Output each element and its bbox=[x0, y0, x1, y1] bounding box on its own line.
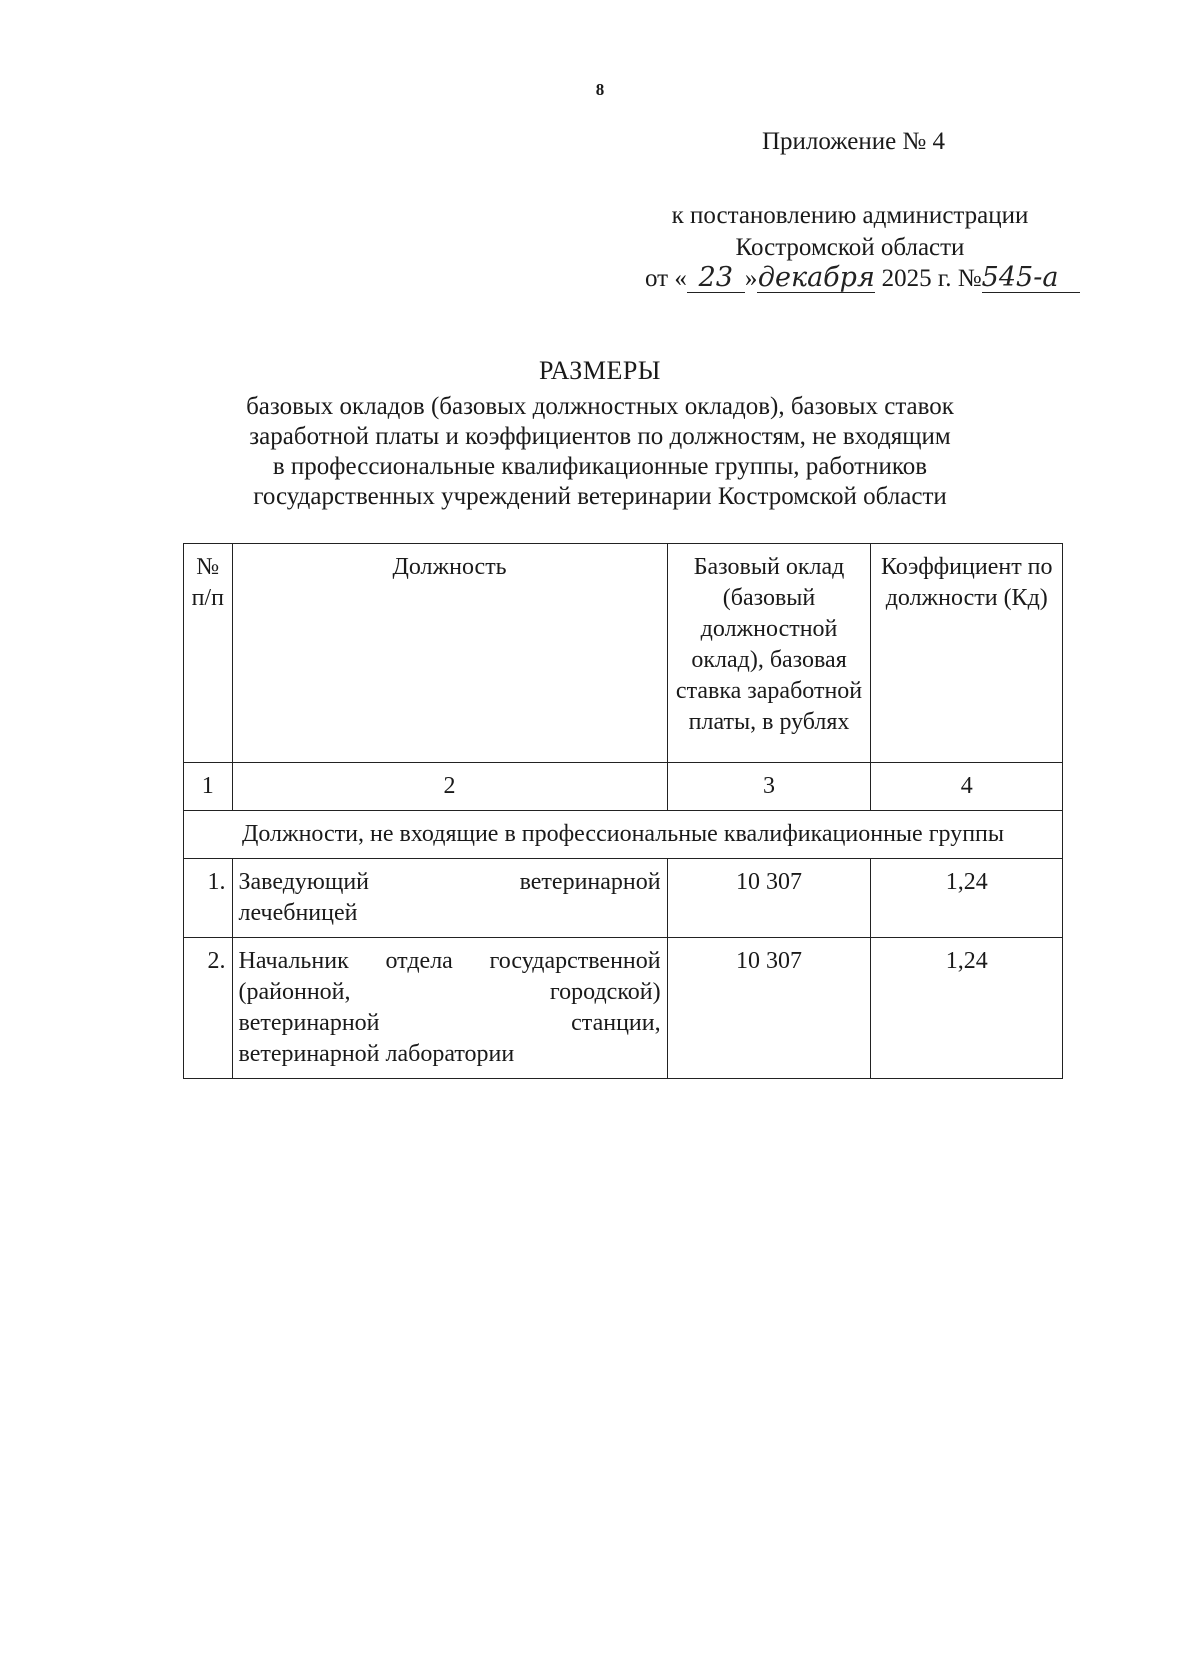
row-position bbox=[232, 938, 667, 1079]
position-line: (районной, городской) bbox=[238, 979, 661, 1005]
decree-line-1: к постановлению администрации bbox=[671, 202, 1029, 229]
row-position bbox=[232, 859, 667, 938]
date-day-field: 23 bbox=[687, 264, 745, 293]
document-subtitle bbox=[200, 392, 1000, 512]
table-row bbox=[184, 938, 1063, 1079]
position-line: лечебницей bbox=[238, 900, 358, 926]
date-year: 2025 г. № bbox=[881, 265, 982, 292]
table-row bbox=[184, 859, 1063, 938]
column-number: 4 bbox=[871, 763, 1063, 811]
date-prefix: от « bbox=[645, 265, 687, 292]
decree-line-2: Костромской области bbox=[735, 234, 965, 261]
appendix-title: Приложение № 4 bbox=[762, 128, 946, 155]
table-header-row bbox=[184, 544, 1063, 763]
row-coefficient: 1,24 bbox=[871, 938, 1063, 1079]
position-line: Заведующий ветеринарной bbox=[238, 869, 661, 895]
document-title: РАЗМЕРЫ bbox=[539, 356, 661, 385]
position-line: Начальник отдела государственной bbox=[238, 948, 661, 974]
subtitle-line: заработной платы и коэффициентов по должностям, не входящим bbox=[249, 423, 951, 450]
section-row bbox=[184, 811, 1063, 859]
header-coefficient: Коэффициент по должности (Кд) bbox=[871, 544, 1063, 763]
position-line: ветеринарной станции, bbox=[238, 1010, 661, 1036]
section-title: Должности, не входящие в профессиональные квалификационные группы bbox=[184, 811, 1063, 859]
salary-table bbox=[183, 543, 1063, 1079]
date-month-field: декабря bbox=[757, 262, 875, 293]
subtitle-line: базовых окладов (базовых должностных окладов), базовых ставок bbox=[246, 393, 954, 420]
decree-date-line bbox=[645, 264, 1080, 293]
decree-reference bbox=[630, 200, 1070, 264]
row-coefficient: 1,24 bbox=[871, 859, 1063, 938]
row-salary: 10 307 bbox=[667, 938, 871, 1079]
row-salary: 10 307 bbox=[667, 859, 871, 938]
row-number: 1. bbox=[184, 859, 233, 938]
header-position: Должность bbox=[232, 544, 667, 763]
position-line: ветеринарной лаборатории bbox=[238, 1041, 515, 1067]
subtitle-line: государственных учреждений ветеринарии Костромской области bbox=[253, 483, 947, 510]
decree-number-field: 545-а bbox=[982, 264, 1080, 293]
column-number-row bbox=[184, 763, 1063, 811]
header-salary: Базовый оклад (базовый должностной оклад), базовая ставка заработной платы, в рублях bbox=[667, 544, 871, 763]
row-number: 2. bbox=[184, 938, 233, 1079]
page-number: 8 bbox=[595, 80, 605, 99]
column-number: 1 bbox=[184, 763, 233, 811]
column-number: 2 bbox=[232, 763, 667, 811]
date-mid: » bbox=[744, 265, 758, 292]
subtitle-line: в профессиональные квалификационные группы, работников bbox=[272, 453, 928, 480]
column-number: 3 bbox=[667, 763, 871, 811]
header-no: № п/п bbox=[184, 544, 233, 763]
